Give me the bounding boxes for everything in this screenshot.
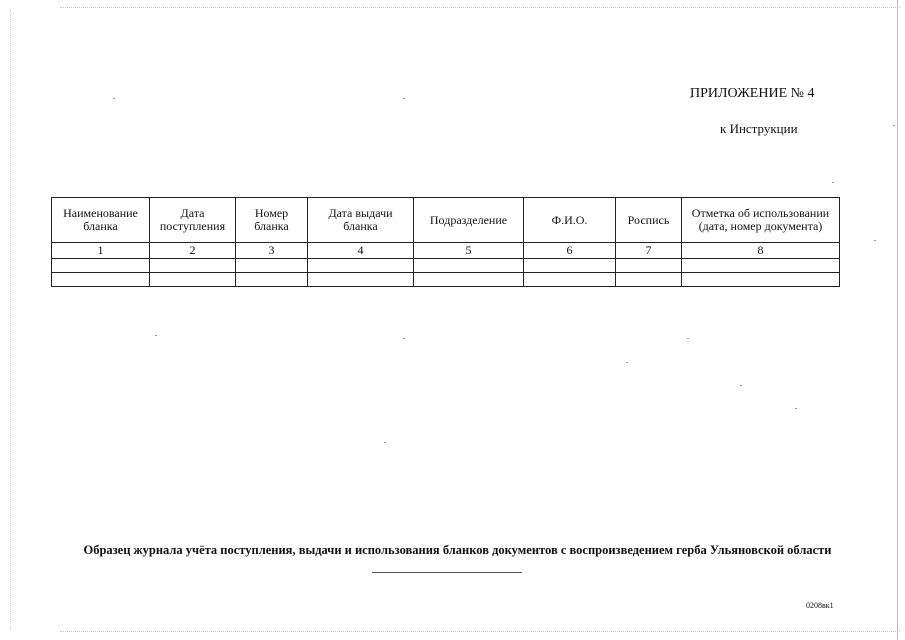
column-number: 3 xyxy=(236,243,308,259)
column-number: 7 xyxy=(616,243,682,259)
table-row xyxy=(52,273,840,287)
table-cell xyxy=(150,273,236,287)
table-cell xyxy=(236,259,308,273)
table-header-row xyxy=(52,198,840,243)
column-number: 8 xyxy=(682,243,840,259)
column-number: 2 xyxy=(150,243,236,259)
table-cell xyxy=(150,259,236,273)
scan-speck xyxy=(832,182,834,183)
table-cell xyxy=(52,259,150,273)
appendix-title: ПРИЛОЖЕНИЕ № 4 xyxy=(690,86,815,101)
column-header: Дата поступления xyxy=(150,198,236,243)
scan-speck xyxy=(893,125,895,126)
column-number: 4 xyxy=(308,243,414,259)
table-cell xyxy=(524,259,616,273)
table-cell xyxy=(616,259,682,273)
column-header: Номер бланка xyxy=(236,198,308,243)
scan-speck xyxy=(403,338,405,339)
column-header: Дата выдачи бланка xyxy=(308,198,414,243)
document-code: 0208вк1 xyxy=(806,601,834,610)
journal-caption: Образец журнала учёта поступления, выдачи и использования бланков документов с воспроизведением герба Ульяновской области xyxy=(83,543,832,557)
scan-speck xyxy=(113,98,115,99)
scan-speck xyxy=(740,385,742,386)
scan-edge-left xyxy=(10,10,11,630)
table-cell xyxy=(52,273,150,287)
scan-speck xyxy=(626,362,628,363)
column-header: Отметка об использовании (дата, номер документа) xyxy=(682,198,840,243)
caption-underline xyxy=(372,572,522,573)
scan-speck xyxy=(874,240,876,241)
table-cell xyxy=(414,259,524,273)
column-header: Наименование бланка xyxy=(52,198,150,243)
scan-speck xyxy=(403,98,405,99)
table-cell xyxy=(682,259,840,273)
table-cell xyxy=(682,273,840,287)
scan-speck xyxy=(795,408,797,409)
scan-edge-bottom xyxy=(60,631,900,632)
table-cell xyxy=(524,273,616,287)
table-cell xyxy=(616,273,682,287)
column-number: 6 xyxy=(524,243,616,259)
table-cell xyxy=(236,273,308,287)
table-cell xyxy=(414,273,524,287)
column-number: 1 xyxy=(52,243,150,259)
scan-edge-right xyxy=(897,0,898,640)
column-header: Подразделение xyxy=(414,198,524,243)
scan-edge-top xyxy=(60,7,900,8)
column-header: Роспись xyxy=(616,198,682,243)
table-cell xyxy=(308,259,414,273)
column-number: 5 xyxy=(414,243,524,259)
scan-speck xyxy=(687,338,689,339)
journal-table xyxy=(51,197,840,287)
table-cell xyxy=(308,273,414,287)
column-header: Ф.И.О. xyxy=(524,198,616,243)
table-row xyxy=(52,259,840,273)
appendix-subtitle: к Инструкции xyxy=(720,121,798,136)
scan-speck xyxy=(384,442,386,443)
column-number-row xyxy=(52,243,840,259)
scan-speck xyxy=(155,335,157,336)
